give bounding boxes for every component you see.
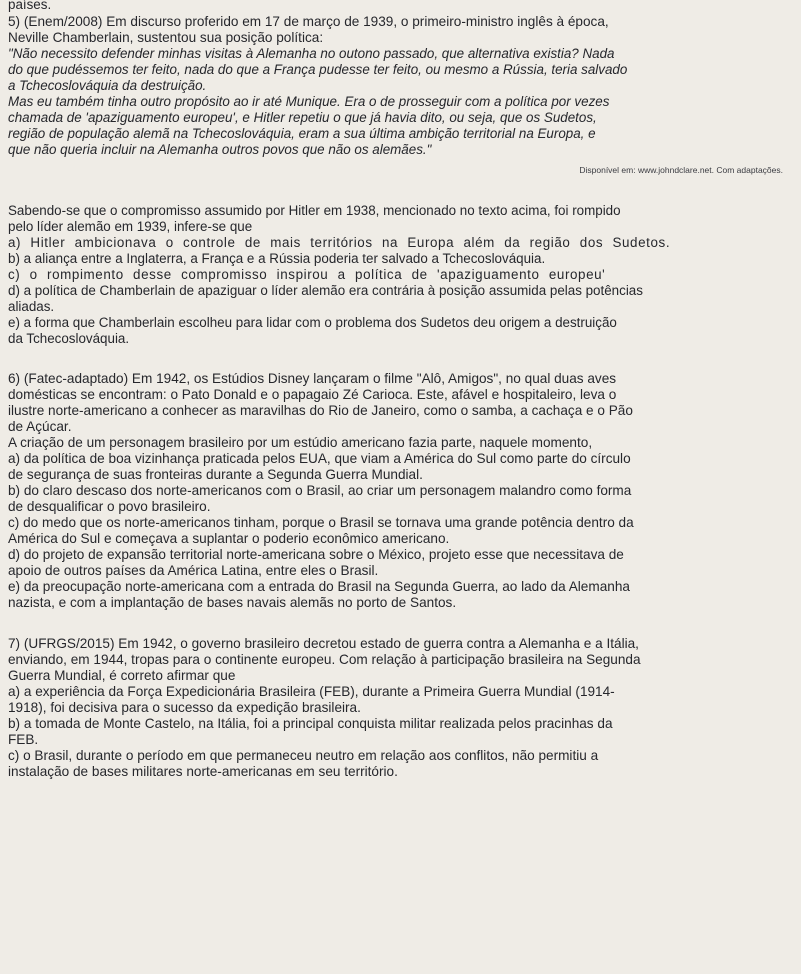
q7-line: enviando, em 1944, tropas para o continente europeu. Com relação à participação brasileira na Segunda [8,652,641,667]
q5-header-2: Neville Chamberlain, sustentou sua posição política: [8,30,324,45]
q6-line: ilustre norte-americano a conhecer as maravilhas do Rio de Janeiro, como o samba, a cachaça e o Pão [8,403,633,418]
q5-quote-line: que não queria incluir na Alemanha outros povos que não os alemães." [8,142,432,157]
q7-option-a: a) a experiência da Força Expedicionária Brasileira (FEB), durante a Primeira Guerra Mundial (1914- [8,684,615,699]
q6-line: de Açúcar. [8,419,72,434]
q5-source: Disponível em: www.johndclare.net. Com adaptações. [579,165,783,175]
q5-quote-line: chamada de 'apaziguamento europeu', e Hitler repetiu o que já havia dito, ou seja, que os Sudetos, [8,110,597,125]
q5-header: 5) (Enem/2008) Em discurso proferido em 17 de março de 1939, o primeiro-ministro inglês à época, [8,14,609,29]
q5-quote-line: Mas eu também tinha outro propósito ao ir até Munique. Era o de prosseguir com a política por vezes [8,94,610,109]
q5-quote-line: região de população alemã na Tchecoslováquia, eram a sua última ambição territorial na Europa, e [8,126,596,141]
q5-option-a: a) Hitler ambicionava o controle de mais territórios na Europa além da região dos Sudetos. [8,235,671,250]
q6-stem: A criação de um personagem brasileiro por um estúdio americano fazia parte, naquele momento, [8,435,593,450]
q6-option-d-cont: apoio de outros países da América Latina, entre eles o Brasil. [8,563,379,578]
q7-line: 7) (UFRGS/2015) Em 1942, o governo brasileiro decretou estado de guerra contra a Alemanha e a Itália, [8,636,639,651]
q5-option-b: b) a aliança entre a Inglaterra, a França e a Rússia poderia ter salvado a Tchecoslováquia. [8,251,546,266]
q5-quote-line: a Tchecoslováquia da destruição. [8,78,207,93]
q7-option-c: c) o Brasil, durante o período em que permaneceu neutro em relação aos conflitos, não permitiu a [8,748,599,763]
q6-option-a: a) da política de boa vizinhança praticada pelos EUA, que viam a América do Sul como parte do círculo [8,451,631,466]
q6-option-c: c) do medo que os norte-americanos tinham, porque o Brasil se tornava uma grande potência dentro da [8,515,634,530]
q6-line: 6) (Fatec-adaptado) Em 1942, os Estúdios Disney lançaram o filme "Alô, Amigos", no qual duas aves [8,371,617,386]
q6-option-c-cont: América do Sul e começava a suplantar o poderio econômico americano. [8,531,450,546]
q6-option-d: d) do projeto de expansão territorial norte-americana sobre o México, projeto esse que necessitava de [8,547,624,562]
q5-option-d-cont: aliadas. [8,299,55,314]
q5-option-c: c) o rompimento desse compromisso inspirou a política de 'apaziguamento europeu' [8,267,606,282]
q5-stem-line: Sabendo-se que o compromisso assumido por Hitler em 1938, mencionado no texto acima, foi rompido [8,203,621,218]
q6-option-b-cont: de desqualificar o povo brasileiro. [8,499,211,514]
q7-option-c-cont: instalação de bases militares norte-americanas em seu território. [8,764,398,779]
q6-option-a-cont: de segurança de suas fronteiras durante a Segunda Guerra Mundial. [8,467,423,482]
q6-option-b: b) do claro descaso dos norte-americanos com o Brasil, ao criar um personagem malandro como forma [8,483,632,498]
previous-question-tail: países. [8,0,52,12]
q7-option-b-cont: FEB. [8,732,39,747]
q5-option-e: e) a forma que Chamberlain escolheu para lidar com o problema dos Sudetos deu origem a destruição [8,315,617,330]
q6-option-e: e) da preocupação norte-americana com a entrada do Brasil na Segunda Guerra, ao lado da Alemanha [8,579,630,594]
q7-line: Guerra Mundial, é correto afirmar que [8,668,236,683]
q5-quote-line: "Não necessito defender minhas visitas à Alemanha no outono passado, que alternativa existia? Nada [8,46,615,61]
q7-option-a-cont: 1918), foi decisiva para o sucesso da expedição brasileira. [8,700,361,715]
q5-stem-line: pelo líder alemão em 1939, infere-se que [8,219,253,234]
q7-option-b: b) a tomada de Monte Castelo, na Itália, foi a principal conquista militar realizada pelos pracinhas da [8,716,613,731]
q5-option-e-cont: da Tchecoslováquia. [8,331,130,346]
q6-line: domésticas se encontram: o Pato Donald e o papagaio Zé Carioca. Este, afável e hospitaleiro, leva o [8,387,617,402]
q6-option-e-cont: nazista, e com a implantação de bases navais alemãs no porto de Santos. [8,595,457,610]
q5-option-d: d) a política de Chamberlain de apaziguar o líder alemão era contrária à posição assumida pelas potências [8,283,643,298]
q5-quote-line: do que pudéssemos ter feito, nada do que a França pudesse ter feito, ou mesmo a Rússia, teria salvado [8,62,628,77]
